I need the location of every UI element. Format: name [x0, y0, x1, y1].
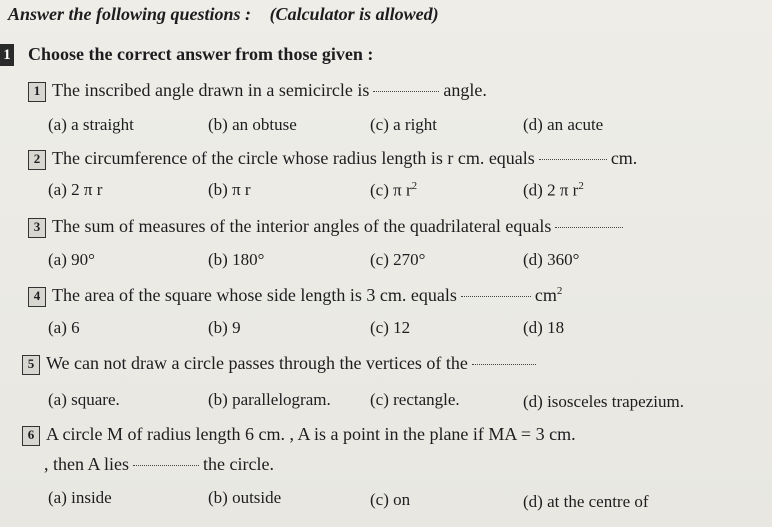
question-text: The inscribed angle drawn in a semicircle is [52, 80, 370, 100]
question-text: We can not draw a circle passes through the vertices of the [46, 353, 468, 373]
question-text: A circle M of radius length 6 cm. , A is a point in the plane if MA = 3 cm. [46, 424, 576, 444]
option-c[interactable]: (c) on [370, 490, 411, 509]
option-b[interactable]: (b) outside [208, 488, 282, 507]
page-header [8, 4, 439, 25]
answer-blank [373, 91, 439, 92]
option-b[interactable]: (b) 180° [208, 250, 265, 269]
question-number: 1 [28, 82, 46, 102]
unit-exponent: 2 [556, 285, 563, 297]
option-d-text: (d) 2 π r [523, 180, 579, 200]
question-text: The area of the square whose side length is 3 cm. equals [52, 285, 457, 305]
question-number: 6 [22, 426, 40, 446]
question-number: 2 [28, 150, 46, 170]
section-title: Choose the correct answer from those given : [28, 44, 374, 64]
question-text: The sum of measures of the interior angles of the quadrilateral equals [52, 216, 552, 236]
option-d[interactable]: (d) 360° [523, 250, 580, 269]
answer-blank [133, 465, 199, 466]
option-a[interactable]: (a) 6 [48, 318, 80, 337]
question-number: 3 [28, 218, 46, 238]
option-b[interactable]: (b) 9 [208, 318, 241, 337]
question-6-line-2 [44, 454, 274, 475]
option-c-exponent: 2 [411, 180, 418, 192]
question-number: 4 [28, 287, 46, 307]
option-c-text: (c) π r [370, 180, 412, 200]
option-c[interactable]: (c) a right [370, 115, 438, 134]
question-suffix: angle. [443, 80, 487, 100]
question-suffix: cm. [610, 148, 638, 168]
option-c[interactable]: (c) 270° [370, 250, 426, 269]
answer-blank [472, 364, 536, 365]
question-1 [28, 80, 487, 102]
option-b[interactable]: (b) parallelogram. [208, 390, 331, 409]
header-title: Answer the following questions : [8, 4, 252, 24]
option-d[interactable]: (d) an acute [523, 115, 604, 134]
section-number: 1 [0, 44, 14, 66]
option-a[interactable]: (a) inside [48, 488, 112, 507]
answer-blank [461, 296, 531, 297]
question-4 [28, 285, 562, 307]
question-2 [28, 148, 637, 170]
option-c[interactable] [370, 180, 417, 201]
question-6 [22, 424, 576, 446]
answer-blank [539, 159, 607, 160]
option-b[interactable]: (b) an obtuse [208, 115, 297, 134]
option-d[interactable]: (d) isosceles trapezium. [523, 392, 684, 411]
option-d[interactable]: (d) at the centre of [523, 492, 649, 511]
answer-blank [555, 227, 623, 228]
question-text: , then A lies [44, 454, 129, 474]
option-c[interactable]: (c) rectangle. [370, 390, 460, 409]
question-suffix: the circle. [203, 454, 274, 474]
option-a[interactable]: (a) 90° [48, 250, 95, 269]
option-b[interactable]: (b) π r [208, 180, 251, 199]
option-d[interactable] [523, 180, 584, 201]
question-suffix: cm [534, 285, 557, 305]
question-number: 5 [22, 355, 40, 375]
header-note: (Calculator is allowed) [269, 4, 439, 24]
question-text: The circumference of the circle whose radius length is r cm. equals [52, 148, 535, 168]
option-a[interactable]: (a) 2 π r [48, 180, 103, 199]
option-a[interactable]: (a) square. [48, 390, 120, 409]
question-5 [22, 353, 540, 375]
option-d[interactable]: (d) 18 [523, 318, 565, 337]
question-3 [28, 216, 627, 238]
option-d-exponent: 2 [578, 180, 584, 192]
option-a[interactable]: (a) a straight [48, 115, 134, 134]
option-c[interactable]: (c) 12 [370, 318, 411, 337]
